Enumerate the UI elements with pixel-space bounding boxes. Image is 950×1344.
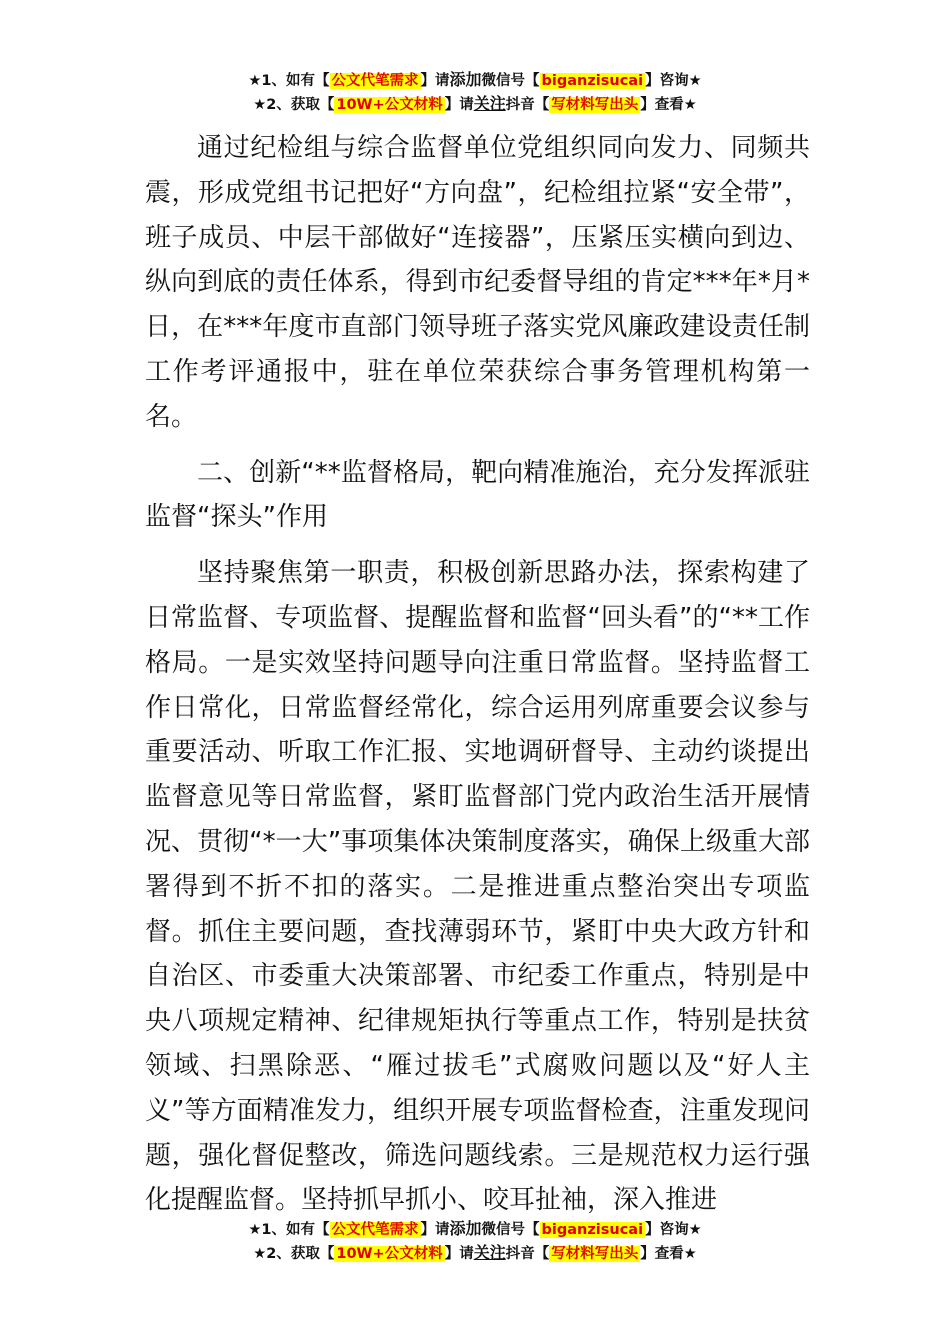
star-icon: ★ (253, 1246, 267, 1262)
star-icon: ★ (253, 97, 267, 113)
banner-highlight: biganzisucai (541, 73, 644, 89)
banner-line-2 (0, 1241, 950, 1265)
body-paragraph: 通过纪检组与综合监督单位党组织同向发力、同频共震，形成党组书记把好“方向盘”，纪检组拉紧“安全带”，班子成员、中层干部做好“连接器”，压紧压实横向到边、纵向到底的责任体系，得到市纪委督导组的肯定***年*月*日，在***年度市直部门领导班子落实党风廉政建设责任制工作考评通报中，驻在单位荣获综合事务管理机构第一名。 (145, 133, 810, 432)
banner-highlight: 10W+公文材料 (336, 1246, 443, 1262)
banner-highlight: 公文代笔需求 (331, 73, 419, 89)
banner-text: 】请 (420, 73, 450, 89)
banner-text: 抖音【 (505, 97, 550, 113)
banner-text: 1、如有【 (261, 1222, 330, 1238)
banner-text: 】咨询★ (645, 1222, 702, 1238)
star-icon: ★ (248, 73, 262, 89)
header-banner (0, 68, 950, 116)
banner-text: 】请 (420, 1222, 450, 1238)
banner-text: 】请 (444, 97, 474, 113)
banner-emphasis: 关注 (473, 94, 506, 113)
banner-line-2 (0, 92, 950, 116)
banner-text: 2、获取【 (266, 97, 335, 113)
banner-highlight: 10W+公文材料 (336, 97, 443, 113)
banner-text: 微信号【 (481, 73, 540, 89)
banner-highlight: 写材料写出头 (551, 97, 639, 113)
banner-emphasis: 关注 (473, 1243, 506, 1262)
body-paragraph: 坚持聚焦第一职责，积极创新思路办法，探索构建了日常监督、专项监督、提醒监督和监督“回头看”的“**工作格局。一是实效坚持问题导向注重日常监督。坚持监督工作日常化，日常监督经常化，综合运用列席重要会议参与重要活动、听取工作汇报、实地调研督导、主动约谈提出监督意见等日常监督，紧盯监督部门党内政治生活开展情况、贯彻“*一大”事项集体决策制度落实，确保上级重大部署得到不折不扣的落实。二是推进重点整治突出专项监督。抓住主要问题，查找薄弱环节，紧盯中央大政方针和自治区、市委重大决策部署、市纪委工作重点，特别是中央八项规定精神、纪律规矩执行等重点工作，特别是扶贫领域、扫黑除恶、“雁过拔毛”式腐败问题以及“好人主义”等方面精准发力，组织开展专项监督检查，注重发现问题，强化督促整改，筛选问题线索。三是规范权力运行强化提醒监督。坚持抓早抓小、咬耳扯袖，深入推进 (145, 558, 810, 1216)
banner-text: 2、获取【 (266, 1246, 335, 1262)
banner-text: 】咨询★ (645, 73, 702, 89)
banner-highlight: 写材料写出头 (551, 1246, 639, 1262)
banner-text: 微信号【 (481, 1222, 540, 1238)
banner-text: 1、如有【 (261, 73, 330, 89)
banner-emphasis: 添加 (449, 70, 482, 89)
star-icon: ★ (248, 1222, 262, 1238)
banner-emphasis: 添加 (449, 1219, 482, 1238)
footer-banner (0, 1217, 950, 1265)
banner-text: 抖音【 (505, 1246, 550, 1262)
banner-text: 】查看★ (640, 97, 697, 113)
banner-highlight: 公文代笔需求 (331, 1222, 419, 1238)
banner-text: 】请 (444, 1246, 474, 1262)
banner-highlight: biganzisucai (541, 1222, 644, 1238)
banner-line-1 (0, 68, 950, 92)
banner-text: 】查看★ (640, 1246, 697, 1262)
banner-line-1 (0, 1217, 950, 1241)
section-heading: 二、创新“**监督格局，靶向精准施治，充分发挥派驻监督“探头”作用 (145, 457, 810, 533)
document-body (145, 126, 810, 1223)
